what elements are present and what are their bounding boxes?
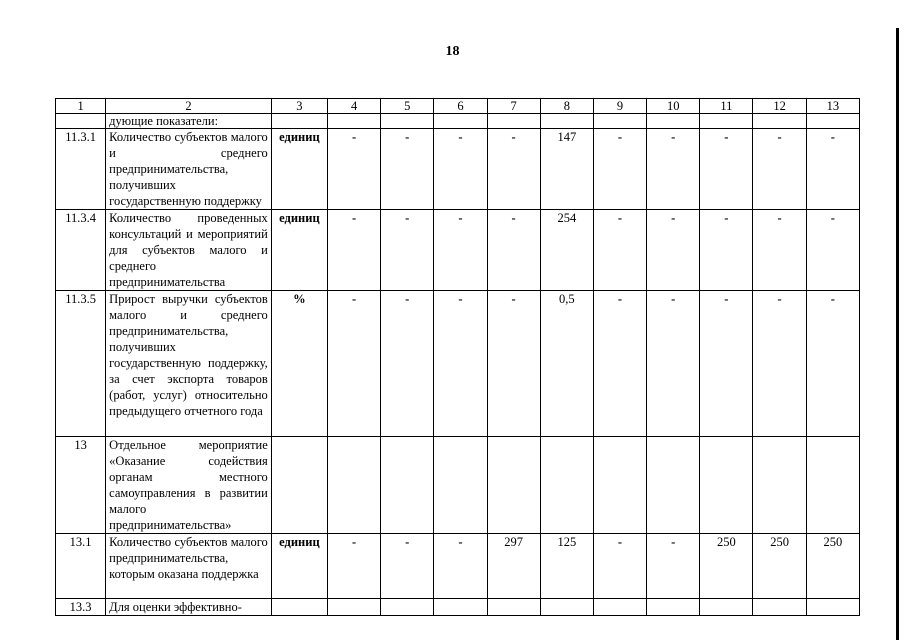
header-cell: 7 bbox=[487, 99, 540, 114]
value-cell: - bbox=[700, 291, 753, 437]
header-cell: 1 bbox=[56, 99, 106, 114]
value-cell: - bbox=[381, 291, 434, 437]
value-cell: - bbox=[487, 129, 540, 210]
value-cell: 250 bbox=[700, 534, 753, 599]
value-cell: - bbox=[700, 129, 753, 210]
value-cell: 147 bbox=[540, 129, 593, 210]
header-cell: 8 bbox=[540, 99, 593, 114]
header-cell: 10 bbox=[647, 99, 700, 114]
row-number: 13 bbox=[56, 437, 106, 534]
value-cell bbox=[381, 437, 434, 534]
value-cell bbox=[593, 437, 646, 534]
value-cell bbox=[487, 599, 540, 616]
value-cell bbox=[647, 599, 700, 616]
value-cell: - bbox=[647, 210, 700, 291]
value-cell: - bbox=[434, 291, 487, 437]
value-cell bbox=[700, 437, 753, 534]
table-cell bbox=[434, 114, 487, 129]
value-cell: 125 bbox=[540, 534, 593, 599]
value-cell bbox=[647, 437, 700, 534]
value-cell bbox=[593, 599, 646, 616]
value-cell bbox=[434, 437, 487, 534]
value-cell: - bbox=[753, 291, 806, 437]
value-cell: - bbox=[647, 291, 700, 437]
value-cell bbox=[753, 599, 806, 616]
table-cell bbox=[806, 114, 859, 129]
table-row bbox=[56, 534, 860, 599]
value-cell: - bbox=[593, 210, 646, 291]
header-cell: 5 bbox=[381, 99, 434, 114]
value-cell: - bbox=[381, 534, 434, 599]
value-cell: 297 bbox=[487, 534, 540, 599]
table-row bbox=[56, 114, 860, 129]
value-cell bbox=[806, 599, 859, 616]
unit-cell bbox=[271, 437, 327, 534]
value-cell bbox=[487, 437, 540, 534]
value-cell: - bbox=[327, 129, 380, 210]
value-cell bbox=[753, 437, 806, 534]
table-row bbox=[56, 599, 860, 616]
row-number: 13.1 bbox=[56, 534, 106, 599]
indicator-name: Количество субъектов малого и среднего предпринимательства, получивших государственную поддержку bbox=[106, 129, 272, 210]
value-cell: - bbox=[806, 291, 859, 437]
value-cell bbox=[806, 437, 859, 534]
column-number-row bbox=[56, 99, 860, 114]
row-number: 11.3.1 bbox=[56, 129, 106, 210]
value-cell bbox=[700, 599, 753, 616]
table-cell bbox=[271, 114, 327, 129]
value-cell: - bbox=[487, 210, 540, 291]
value-cell: - bbox=[806, 129, 859, 210]
value-cell: - bbox=[434, 129, 487, 210]
value-cell: - bbox=[434, 534, 487, 599]
value-cell: - bbox=[434, 210, 487, 291]
unit-cell: единиц bbox=[271, 210, 327, 291]
value-cell bbox=[381, 599, 434, 616]
header-cell: 6 bbox=[434, 99, 487, 114]
header-cell: 11 bbox=[700, 99, 753, 114]
value-cell: - bbox=[327, 210, 380, 291]
table-cell bbox=[647, 114, 700, 129]
value-cell: 250 bbox=[753, 534, 806, 599]
continuation-text: дующие показатели: bbox=[106, 114, 272, 129]
unit-cell: единиц bbox=[271, 129, 327, 210]
value-cell: 250 bbox=[806, 534, 859, 599]
value-cell: - bbox=[381, 129, 434, 210]
value-cell: - bbox=[593, 534, 646, 599]
indicator-name: Количество субъектов малого предпринимательства, которым оказана поддержка bbox=[106, 534, 272, 599]
header-cell: 13 bbox=[806, 99, 859, 114]
value-cell: - bbox=[647, 129, 700, 210]
table-row bbox=[56, 291, 860, 437]
page-edge-rule bbox=[896, 28, 899, 640]
table-cell bbox=[700, 114, 753, 129]
table-cell bbox=[753, 114, 806, 129]
value-cell: - bbox=[806, 210, 859, 291]
value-cell bbox=[327, 437, 380, 534]
value-cell: 0,5 bbox=[540, 291, 593, 437]
page-number: 18 bbox=[445, 44, 460, 59]
header-cell: 3 bbox=[271, 99, 327, 114]
value-cell bbox=[540, 437, 593, 534]
indicator-name: Количество проведенных консультаций и мероприятий для субъектов малого и среднего предпринимательства bbox=[106, 210, 272, 291]
value-cell: - bbox=[700, 210, 753, 291]
unit-cell: единиц bbox=[271, 534, 327, 599]
value-cell bbox=[540, 599, 593, 616]
table-cell bbox=[381, 114, 434, 129]
indicator-name: Отдельное мероприятие «Оказание содействия органам местного самоуправления в развитии малого предпринимательства» bbox=[106, 437, 272, 534]
header-cell: 2 bbox=[106, 99, 272, 114]
value-cell bbox=[434, 599, 487, 616]
value-cell: - bbox=[381, 210, 434, 291]
table-row bbox=[56, 210, 860, 291]
indicator-name: Прирост выручки субъектов малого и среднего предпринимательства, получивших государственную поддержку, за счет экспорта товаров (работ, услуг) относительно предыдущего отчетного года bbox=[106, 291, 272, 437]
table-cell bbox=[540, 114, 593, 129]
table-cell bbox=[327, 114, 380, 129]
value-cell: - bbox=[327, 534, 380, 599]
table-row bbox=[56, 129, 860, 210]
indicators-table bbox=[55, 98, 860, 616]
table-row bbox=[56, 437, 860, 534]
row-number: 11.3.4 bbox=[56, 210, 106, 291]
value-cell: - bbox=[753, 210, 806, 291]
value-cell: - bbox=[593, 291, 646, 437]
value-cell: - bbox=[487, 291, 540, 437]
row-number: 11.3.5 bbox=[56, 291, 106, 437]
indicator-name: Для оценки эффективно- bbox=[106, 599, 272, 616]
table-cell bbox=[487, 114, 540, 129]
value-cell: - bbox=[593, 129, 646, 210]
value-cell bbox=[327, 599, 380, 616]
table-cell bbox=[56, 114, 106, 129]
value-cell: - bbox=[647, 534, 700, 599]
unit-cell: % bbox=[271, 291, 327, 437]
header-cell: 4 bbox=[327, 99, 380, 114]
header-cell: 12 bbox=[753, 99, 806, 114]
row-number: 13.3 bbox=[56, 599, 106, 616]
value-cell: 254 bbox=[540, 210, 593, 291]
header-cell: 9 bbox=[593, 99, 646, 114]
value-cell: - bbox=[327, 291, 380, 437]
value-cell: - bbox=[753, 129, 806, 210]
table-cell bbox=[593, 114, 646, 129]
unit-cell bbox=[271, 599, 327, 616]
